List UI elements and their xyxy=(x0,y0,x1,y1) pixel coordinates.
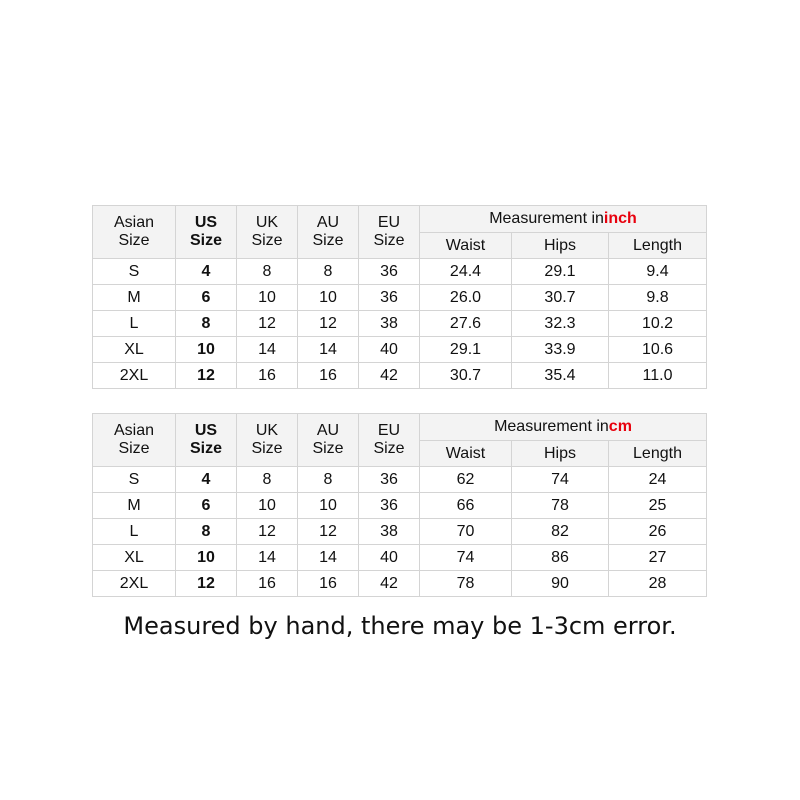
table-row xyxy=(93,545,707,571)
header-uk-line2: Size xyxy=(251,232,283,249)
header-length: Length xyxy=(609,441,707,467)
cell-eu: 42 xyxy=(359,571,420,597)
cell-uk: 12 xyxy=(237,519,298,545)
cell-asian: XL xyxy=(93,337,176,363)
table-body-cm xyxy=(93,467,707,597)
cell-waist: 62 xyxy=(420,467,512,493)
measurement-unit-cm: cm xyxy=(608,418,632,435)
header-asian-line2: Size xyxy=(118,440,150,457)
cell-length: 9.8 xyxy=(609,285,707,311)
header-us-line1: US xyxy=(194,422,218,439)
table-row xyxy=(93,493,707,519)
header-us-line2: Size xyxy=(189,440,222,457)
cell-hips: 30.7 xyxy=(512,285,609,311)
cell-asian: 2XL xyxy=(93,363,176,389)
cell-waist: 29.1 xyxy=(420,337,512,363)
header-eu-size xyxy=(359,414,420,467)
cell-asian: L xyxy=(93,311,176,337)
cell-length: 10.6 xyxy=(609,337,707,363)
header-au-line2: Size xyxy=(312,232,344,249)
header-au-size xyxy=(298,414,359,467)
cell-waist: 24.4 xyxy=(420,259,512,285)
cell-au: 14 xyxy=(298,337,359,363)
header-au-line1: AU xyxy=(316,214,340,231)
cell-eu: 36 xyxy=(359,285,420,311)
cell-us: 12 xyxy=(176,571,237,597)
header-measurement-inch xyxy=(420,206,707,233)
table-row xyxy=(93,363,707,389)
header-us-line2: Size xyxy=(189,232,222,249)
measurement-prefix: Measurement in xyxy=(494,418,609,435)
cell-asian: S xyxy=(93,467,176,493)
cell-hips: 74 xyxy=(512,467,609,493)
cell-length: 27 xyxy=(609,545,707,571)
cell-eu: 40 xyxy=(359,337,420,363)
table-row xyxy=(93,519,707,545)
cell-length: 11.0 xyxy=(609,363,707,389)
table-row xyxy=(93,259,707,285)
header-asian-size xyxy=(93,206,176,259)
header-uk-line2: Size xyxy=(251,440,283,457)
cell-us: 12 xyxy=(176,363,237,389)
cell-uk: 16 xyxy=(237,571,298,597)
cell-waist: 74 xyxy=(420,545,512,571)
header-asian-line1: Asian xyxy=(113,422,155,439)
cell-eu: 36 xyxy=(359,467,420,493)
cell-hips: 33.9 xyxy=(512,337,609,363)
cell-uk: 10 xyxy=(237,285,298,311)
table-row xyxy=(93,285,707,311)
cell-uk: 8 xyxy=(237,467,298,493)
cell-hips: 86 xyxy=(512,545,609,571)
measurement-prefix: Measurement in xyxy=(489,210,604,227)
measurement-disclaimer: Measured by hand, there may be 1-3cm error. xyxy=(123,612,677,640)
cell-asian: 2XL xyxy=(93,571,176,597)
header-length: Length xyxy=(609,233,707,259)
cell-au: 12 xyxy=(298,311,359,337)
cell-length: 10.2 xyxy=(609,311,707,337)
table-body-inch xyxy=(93,259,707,389)
header-eu-line1: EU xyxy=(377,214,401,231)
cell-us: 8 xyxy=(176,311,237,337)
cell-eu: 40 xyxy=(359,545,420,571)
cell-au: 16 xyxy=(298,571,359,597)
cell-hips: 35.4 xyxy=(512,363,609,389)
cell-eu: 38 xyxy=(359,519,420,545)
cell-waist: 66 xyxy=(420,493,512,519)
cell-uk: 10 xyxy=(237,493,298,519)
header-asian-size xyxy=(93,414,176,467)
cell-length: 24 xyxy=(609,467,707,493)
header-uk-line1: UK xyxy=(255,214,279,231)
header-eu-line2: Size xyxy=(373,232,405,249)
header-uk-line1: UK xyxy=(255,422,279,439)
cell-uk: 16 xyxy=(237,363,298,389)
header-uk-size xyxy=(237,414,298,467)
table-row xyxy=(93,311,707,337)
header-uk-size xyxy=(237,206,298,259)
cell-us: 8 xyxy=(176,519,237,545)
cell-length: 9.4 xyxy=(609,259,707,285)
cell-asian: S xyxy=(93,259,176,285)
cell-hips: 78 xyxy=(512,493,609,519)
size-table-inch xyxy=(92,205,707,389)
cell-length: 26 xyxy=(609,519,707,545)
header-us-line1: US xyxy=(194,214,218,231)
header-au-line1: AU xyxy=(316,422,340,439)
cell-uk: 12 xyxy=(237,311,298,337)
cell-au: 14 xyxy=(298,545,359,571)
cell-hips: 82 xyxy=(512,519,609,545)
cell-hips: 32.3 xyxy=(512,311,609,337)
cell-au: 8 xyxy=(298,467,359,493)
cell-us: 10 xyxy=(176,545,237,571)
header-us-size xyxy=(176,414,237,467)
cell-length: 28 xyxy=(609,571,707,597)
cell-asian: L xyxy=(93,519,176,545)
cell-waist: 78 xyxy=(420,571,512,597)
header-waist: Waist xyxy=(420,441,512,467)
header-eu-line1: EU xyxy=(377,422,401,439)
cell-us: 10 xyxy=(176,337,237,363)
cell-eu: 42 xyxy=(359,363,420,389)
header-asian-line2: Size xyxy=(118,232,150,249)
header-hips: Hips xyxy=(512,233,609,259)
header-hips: Hips xyxy=(512,441,609,467)
cell-waist: 30.7 xyxy=(420,363,512,389)
cell-asian: M xyxy=(93,285,176,311)
cell-us: 4 xyxy=(176,259,237,285)
cell-waist: 26.0 xyxy=(420,285,512,311)
cell-eu: 36 xyxy=(359,259,420,285)
cell-us: 4 xyxy=(176,467,237,493)
header-eu-line2: Size xyxy=(373,440,405,457)
header-au-line2: Size xyxy=(312,440,344,457)
cell-waist: 70 xyxy=(420,519,512,545)
header-eu-size xyxy=(359,206,420,259)
cell-uk: 14 xyxy=(237,337,298,363)
measurement-unit-inch: inch xyxy=(603,210,637,227)
table-row xyxy=(93,337,707,363)
cell-us: 6 xyxy=(176,493,237,519)
cell-uk: 14 xyxy=(237,545,298,571)
cell-eu: 36 xyxy=(359,493,420,519)
header-measurement-cm xyxy=(420,414,707,441)
table-row xyxy=(93,467,707,493)
header-waist: Waist xyxy=(420,233,512,259)
header-us-size xyxy=(176,206,237,259)
cell-asian: XL xyxy=(93,545,176,571)
size-table-cm xyxy=(92,413,707,597)
cell-au: 10 xyxy=(298,493,359,519)
cell-hips: 90 xyxy=(512,571,609,597)
table-row xyxy=(93,571,707,597)
cell-au: 16 xyxy=(298,363,359,389)
cell-hips: 29.1 xyxy=(512,259,609,285)
cell-waist: 27.6 xyxy=(420,311,512,337)
cell-au: 8 xyxy=(298,259,359,285)
cell-au: 10 xyxy=(298,285,359,311)
cell-asian: M xyxy=(93,493,176,519)
cell-us: 6 xyxy=(176,285,237,311)
header-au-size xyxy=(298,206,359,259)
cell-au: 12 xyxy=(298,519,359,545)
cell-eu: 38 xyxy=(359,311,420,337)
header-asian-line1: Asian xyxy=(113,214,155,231)
cell-uk: 8 xyxy=(237,259,298,285)
cell-length: 25 xyxy=(609,493,707,519)
